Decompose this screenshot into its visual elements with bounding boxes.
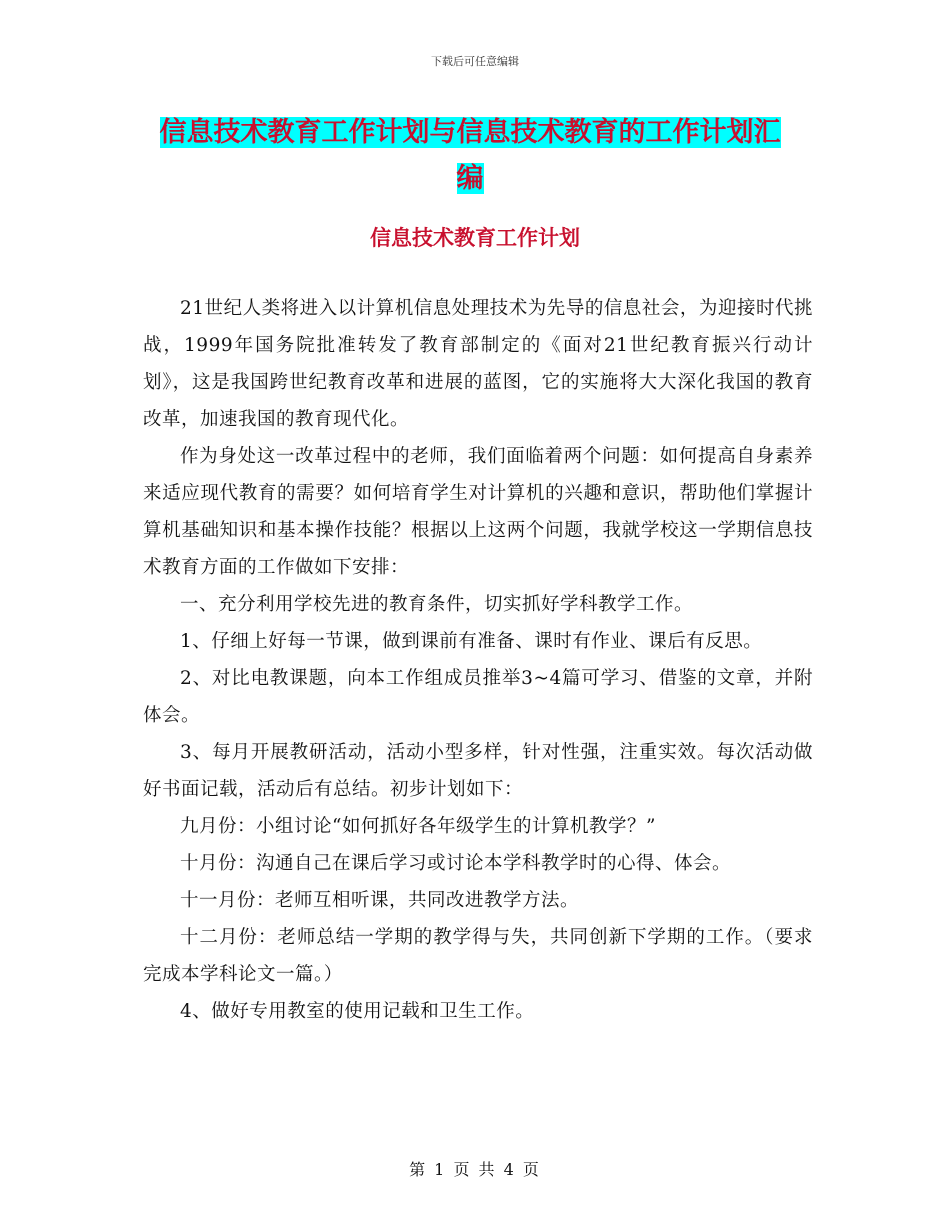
paragraph: 十一月份：老师互相听课，共同改进教学方法。 <box>180 890 580 911</box>
paragraph: 十二月份：老师总结一学期的教学得与失，共同创新下学期的工作。（要求完成本学科论文一篇。） <box>143 927 813 985</box>
document-title-line-1: 信息技术教育工作计划与信息技术教育的工作计划汇 <box>159 117 781 148</box>
paragraph: 十月份：沟通自己在课后学习或讨论本学科教学时的心得、体会。 <box>180 853 732 874</box>
paragraph: 4、做好专用教室的使用记载和卫生工作。 <box>180 1001 535 1022</box>
paragraph: 作为身处这一改革过程中的老师，我们面临着两个问题：如何提高自身素养来适应现代教育的需要？如何培育学生对计算机的兴趣和意识，帮助他们掌握计算机基础知识和基本操作技能？根据以上这两个问题，我就学校这一学期信息技术教育方面的工作做如下安排： <box>143 446 813 578</box>
document-body <box>143 290 813 1030</box>
document-title-line-2: 编 <box>456 163 484 194</box>
paragraph: 3、每月开展教研活动，活动小型多样，针对性强，注重实效。每次活动做好书面记载，活动后有总结。初步计划如下： <box>143 742 813 800</box>
document-title <box>120 110 820 202</box>
paragraph: 1、仔细上好每一节课，做到课前有准备、课时有作业、课后有反思。 <box>180 631 763 652</box>
paragraph: 九月份：小组讨论“如何抓好各年级学生的计算机教学？” <box>180 816 656 837</box>
paragraph: 一、充分利用学校先进的教育条件，切实抓好学科教学工作。 <box>180 594 694 615</box>
page-footer: 第 1 页 共 4 页 <box>409 1160 541 1179</box>
section-title: 信息技术教育工作计划 <box>370 226 580 250</box>
paragraph: 21世纪人类将进入以计算机信息处理技术为先导的信息社会，为迎接时代挑战，1999年国务院批准转发了教育部制定的《面对21世纪教育振兴行动计划》，这是我国跨世纪教育改革和进展的蓝图，它的实施将大大深化我国的教育改革，加速我国的教育现代化。 <box>143 298 813 430</box>
page-header: 下载后可任意编辑 <box>431 55 519 68</box>
paragraph: 2、对比电教课题，向本工作组成员推举3~4篇可学习、借鉴的文章，并附体会。 <box>143 668 813 726</box>
